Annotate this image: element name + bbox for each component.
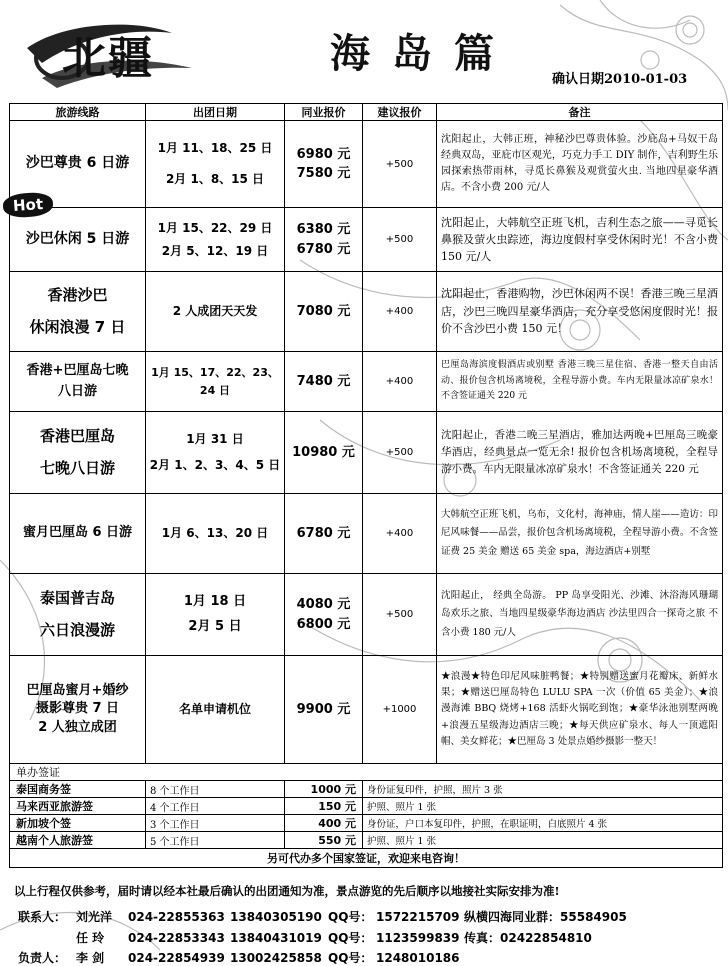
visa-price: 150 元	[285, 798, 363, 815]
contact-line	[18, 929, 592, 946]
route-line: 香港巴厘岛	[39, 427, 115, 445]
date-line: 2月 5、12、19 日	[161, 243, 269, 258]
contact-label: 负责人：	[18, 951, 67, 965]
dates-cell	[146, 494, 285, 574]
brand-logo-text: 北疆	[62, 33, 154, 84]
table-row	[10, 352, 723, 412]
price-cell	[285, 121, 363, 208]
route-line: 七晚八日游	[39, 458, 115, 477]
date-line: 2 人成团天天发	[172, 304, 258, 319]
column-header-remarks: 备注	[437, 104, 723, 121]
confirm-date-label: 确认日期	[552, 72, 605, 87]
contact-fax-label: 传真：	[464, 931, 501, 945]
suggested-price-cell: +1000	[363, 656, 437, 764]
suggested-price-cell: +500	[363, 574, 437, 656]
suggested-price-cell: +500	[363, 412, 437, 494]
route-line: 2 人独立成团	[38, 719, 117, 735]
route-cell	[10, 574, 146, 656]
column-header-suggested-price: 建议报价	[363, 104, 437, 121]
price-line: 6980 元	[296, 146, 351, 162]
price-cell	[285, 412, 363, 494]
route-line: 巴厘岛蜜月+婚纱	[26, 683, 129, 699]
contact-mobile: 13840431019	[230, 931, 322, 945]
price-line: 7580 元	[296, 166, 351, 181]
price-cell	[285, 352, 363, 412]
visa-name: 泰国商务签	[10, 781, 146, 798]
date-line: 1月 31 日	[186, 432, 244, 447]
route-line: 香港沙巴	[47, 286, 108, 304]
contact-phone: 024-22855363	[128, 910, 225, 924]
disclaimer: 以上行程仅供参考，届时请以经本社最后确认的出团通知为准，景点游览的先后顺序以地接社实际安排为准!	[14, 884, 560, 898]
price-line: 10980 元	[292, 444, 355, 460]
date-line: 2月 1、8、15 日	[165, 172, 265, 186]
date-line: 1月 18 日	[183, 593, 247, 609]
date-line: 2月 5 日	[188, 618, 242, 634]
visa-name: 越南个人旅游签	[10, 832, 146, 849]
column-header-dates: 出团日期	[146, 104, 285, 121]
dates-cell	[146, 208, 285, 272]
route-cell	[10, 494, 146, 574]
page-header	[0, 0, 728, 100]
visa-processing-days: 8 个工作日	[146, 781, 285, 798]
route-line: 六日浪漫游	[39, 620, 115, 639]
visa-price: 550 元	[285, 832, 363, 849]
suggested-price-cell: +400	[363, 352, 437, 412]
contact-qq-label: QQ号：	[328, 910, 373, 924]
price-cell	[285, 208, 363, 272]
confirm-date	[552, 68, 687, 87]
date-line: 1月 6、13、20 日	[161, 526, 269, 541]
visa-documents: 身份证复印件，护照，照片 3 张	[363, 781, 723, 798]
contact-qq-label: QQ号：	[328, 931, 373, 945]
contact-qq: 1123599839	[376, 931, 460, 945]
dates-cell	[146, 656, 285, 764]
contact-name: 刘光洋	[76, 910, 113, 924]
table-row	[10, 656, 723, 764]
contact-fax: 02422854810	[500, 931, 592, 945]
price-line: 7480 元	[296, 373, 351, 389]
route-line: 沙巴尊贵 6 日游	[25, 155, 130, 172]
column-header-trade-price: 同业报价	[285, 104, 363, 121]
contact-mobile: 13002425858	[230, 951, 322, 965]
price-line: 6800 元	[296, 616, 351, 632]
hot-badge: Hot	[2, 191, 54, 218]
route-line: 休闲浪漫 7 日	[29, 317, 126, 336]
visa-row	[10, 815, 723, 832]
price-line: 6380 元	[296, 222, 351, 237]
route-line: 沙巴休闲 5 日游	[25, 230, 130, 247]
remark-cell: 沈阳起止， 经典全岛游。 PP 岛享受阳光、沙滩、沐浴海风珊瑚岛欢乐之旅、当地四星级豪华海边酒店 沙法里四合一探奇之旅 不含小费 180 元/人	[437, 574, 723, 656]
date-line: 2月 1、2、3、4、5 日	[149, 457, 281, 472]
contact-label: 联系人：	[18, 910, 67, 924]
dates-cell	[146, 412, 285, 494]
table-row	[10, 574, 723, 656]
contact-phone: 024-22854939	[128, 951, 225, 965]
visa-row	[10, 832, 723, 849]
dates-cell	[146, 121, 285, 208]
date-line: 1月 15、22、29 日	[157, 220, 273, 235]
visa-documents: 护照、照片 1 张	[363, 832, 723, 849]
dates-cell	[146, 272, 285, 352]
visa-processing-days: 3 个工作日	[146, 815, 285, 832]
remark-cell: 巴厘岛海滨度假酒店或别墅 香港三晚三星住宿、香港一整天自由活动、报价包含机场离境税，全程导游小费。车内无限量冰凉矿泉水！不含签证通关 220 元	[437, 352, 723, 412]
tour-price-table	[9, 103, 723, 868]
date-line: 1月 11、18、25 日	[157, 141, 273, 156]
contact-name: 李 剑	[76, 951, 105, 965]
suggested-price-cell: +500	[363, 121, 437, 208]
route-cell	[10, 352, 146, 412]
route-cell	[10, 208, 146, 272]
remark-cell: 大韩航空正班飞机，乌布，文化村，海神庙，情人崖——造访：印尼风味餐——品尝，报价包含机场离境税，全程导游小费。不含签证费 25 美金 赠送 65 美金 spa，海边酒店+别墅	[437, 494, 723, 574]
contact-name: 任 玲	[76, 931, 105, 945]
dates-cell	[146, 352, 285, 412]
visa-price: 1000 元	[285, 781, 363, 798]
visa-name: 新加坡个签	[10, 815, 146, 832]
contact-extra: 55584905	[560, 910, 627, 924]
visa-price: 400 元	[285, 815, 363, 832]
visa-section-header	[10, 764, 723, 781]
page-title: 海岛篇	[330, 30, 516, 77]
contact-phone: 024-22853343	[128, 931, 225, 945]
route-line: 八日游	[57, 383, 97, 399]
route-cell	[10, 272, 146, 352]
route-line: 摄影尊贵 7 日	[35, 701, 120, 717]
confirm-date-value: 2010-01-03	[604, 72, 688, 87]
route-line: 蜜月巴厘岛 6 日游	[22, 525, 133, 541]
contact-qq: 1248010186	[376, 951, 460, 965]
price-line: 4080 元	[296, 597, 351, 612]
table-row	[10, 412, 723, 494]
price-cell	[285, 574, 363, 656]
route-line: 泰国普吉岛	[39, 589, 115, 607]
remark-cell: ★浪漫★特色印尼风味脏鸭餐；★特别赠送蜜月花瓣床、新鲜水果；★赠送巴厘岛特色 LULU SPA 一次（价值 65 美金）；★浪漫海滩 BBQ 烧烤+168 活虾火锅吃到饱；★豪华泳池别墅两晚+浪漫五星级海边酒店三晚；★每天供应矿泉水、每人一顶遮阳帽、美女鲜花；★巴厘岛 3 处景点婚纱摄影一整天！	[437, 656, 723, 764]
visa-section-title: 单办签证	[10, 764, 723, 781]
visa-name: 马来西亚旅游签	[10, 798, 146, 815]
price-cell	[285, 494, 363, 574]
visa-documents: 身份证，户口本复印件，护照，在职证明，白底照片 4 张	[363, 815, 723, 832]
route-line: 香港+巴厘岛七晚	[26, 363, 129, 379]
visa-processing-days: 4 个工作日	[146, 798, 285, 815]
route-cell	[10, 412, 146, 494]
price-cell	[285, 272, 363, 352]
visa-processing-days: 5 个工作日	[146, 832, 285, 849]
remark-cell: 沈阳起止，大韩正班，神秘沙巴尊贵体验。沙庇岛+马奴干岛经典双岛，亚庇市区观光，巧克力手工 DIY 制作，吉利野生乐园探索热带雨林，寻觅长鼻猴及观赏萤火虫. 当地四星豪华酒店。不含小费 200 元/人	[437, 121, 723, 208]
table-row	[10, 494, 723, 574]
contact-mobile: 13840305190	[230, 910, 322, 924]
table-row	[10, 208, 723, 272]
visa-row	[10, 781, 723, 798]
contact-extra-label: 纵横四海同业群：	[464, 910, 561, 924]
remark-cell: 沈阳起止，香港购物，沙巴休闲两不误！香港三晚三星酒店，沙巴三晚四星豪华酒店，充分享受悠闲度假时光！报价不含沙巴小费 150 元！	[437, 272, 723, 352]
suggested-price-cell: +400	[363, 494, 437, 574]
contact-line	[18, 908, 627, 925]
price-line: 6780 元	[296, 241, 351, 257]
contact-qq: 1572215709	[376, 910, 460, 924]
remark-cell: 沈阳起止，香港二晚三星酒店，雅加达两晚+巴厘岛三晚豪华酒店，经典景点一览无余! 报价包含机场离境税，全程导游小费。车内无限量冰凉矿泉水！不含签证通关 220 元	[437, 412, 723, 494]
price-line: 6780 元	[296, 525, 351, 541]
table-row	[10, 121, 723, 208]
table-row	[10, 272, 723, 352]
date-line: 1月 15、17、22、23、	[151, 365, 279, 379]
price-line: 9900 元	[296, 701, 351, 717]
dates-cell	[146, 574, 285, 656]
visa-notice-row	[10, 849, 723, 868]
date-line: 名单申请机位	[178, 702, 251, 717]
date-line: 24 日	[199, 383, 231, 397]
visa-row	[10, 798, 723, 815]
contact-line	[18, 949, 464, 966]
table-header-row	[10, 104, 723, 121]
visa-notice: 另可代办多个国家签证，欢迎来电咨询！	[10, 849, 723, 868]
visa-documents: 护照、照片 1 张	[363, 798, 723, 815]
contact-qq-label: QQ号：	[328, 951, 373, 965]
route-cell	[10, 656, 146, 764]
price-line: 7080 元	[296, 303, 351, 319]
suggested-price-cell: +500	[363, 208, 437, 272]
remark-cell: 沈阳起止，大韩航空正班飞机，吉利生态之旅——寻觅长鼻猴及萤火虫踪迹，海边度假村享受休闲时光！不含小费 150 元/人	[437, 208, 723, 272]
price-cell	[285, 656, 363, 764]
suggested-price-cell: +400	[363, 272, 437, 352]
column-header-route: 旅游线路	[10, 104, 146, 121]
